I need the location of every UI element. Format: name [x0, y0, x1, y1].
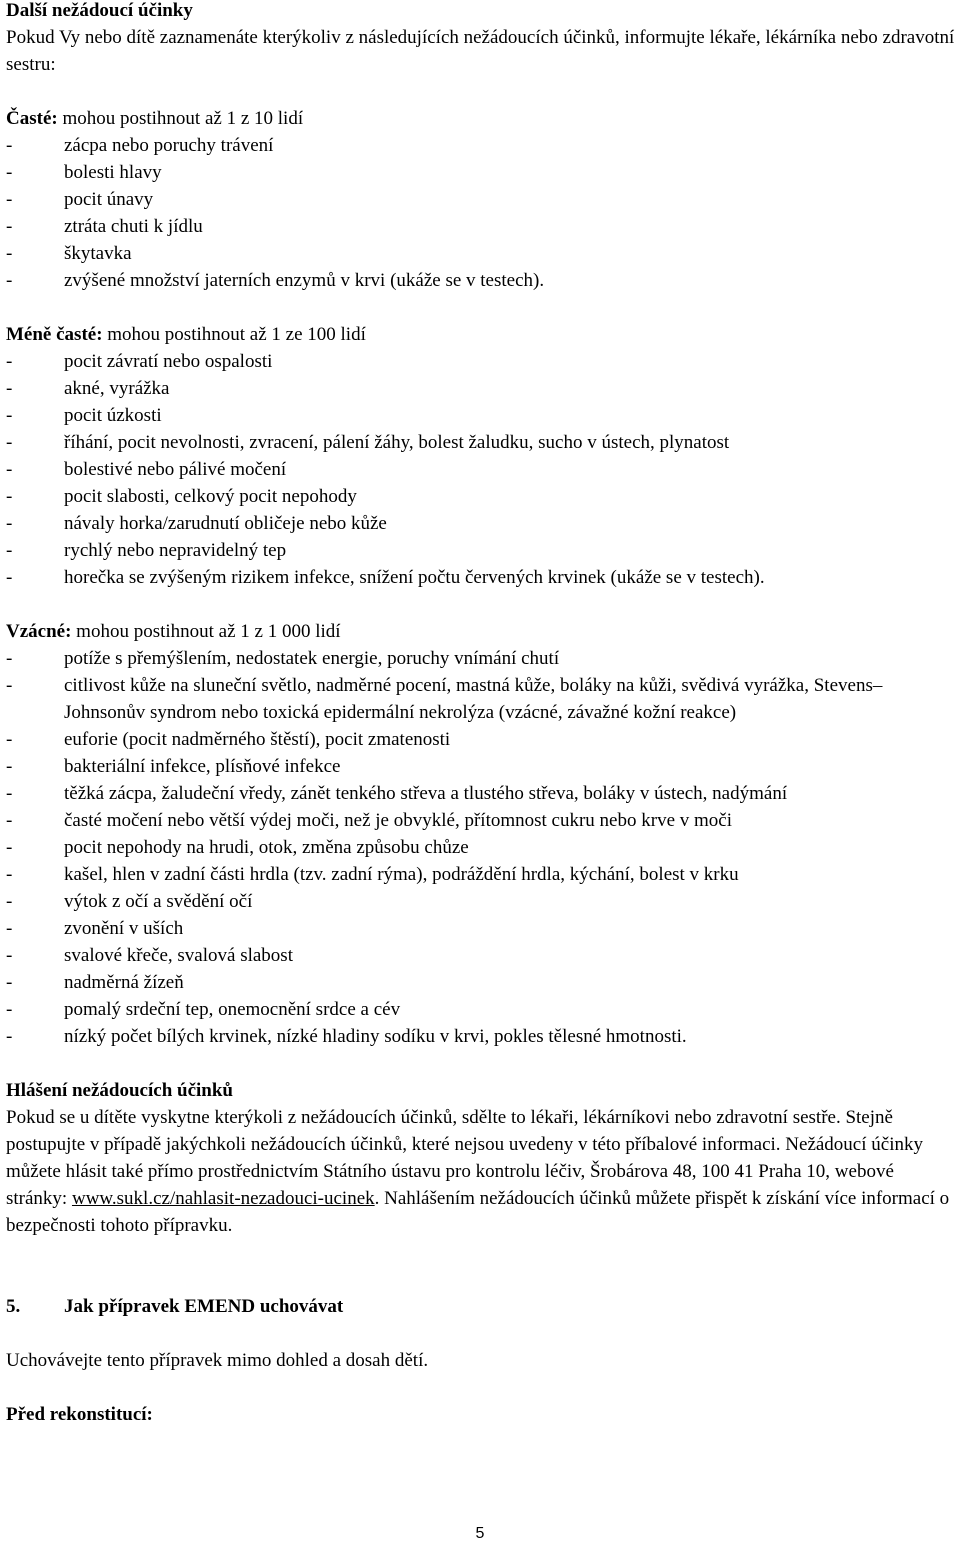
- reporting-paragraph: [6, 1104, 956, 1239]
- list-item-text: nadměrná žízeň: [64, 972, 184, 993]
- list-dash: -: [6, 864, 13, 885]
- reporting-title: Hlášení nežádoucích účinků: [6, 1080, 233, 1101]
- list-item: [6, 429, 956, 456]
- common-text: mohou postihnout až 1 z 10 lidí: [57, 108, 304, 129]
- list-item-text: svalové křeče, svalová slabost: [64, 945, 293, 966]
- list-item-text: pocit úzkosti: [64, 405, 162, 426]
- list-dash: -: [6, 891, 13, 912]
- list-item: [6, 969, 956, 996]
- list-dash: -: [6, 216, 13, 237]
- common-list: [6, 132, 956, 294]
- list-item: [6, 132, 956, 159]
- section-5-title: Jak přípravek EMEND uchovávat: [64, 1296, 344, 1317]
- list-dash: -: [6, 513, 13, 534]
- list-item-text: zvonění v uších: [64, 918, 184, 939]
- list-item-text: pocit únavy: [64, 189, 154, 210]
- uncommon-label: Méně časté:: [6, 324, 103, 345]
- list-item: [6, 915, 956, 942]
- rare-text: mohou postihnout až 1 z 1 000 lidí: [71, 621, 341, 642]
- list-dash: -: [6, 675, 13, 696]
- list-item: [6, 213, 956, 240]
- list-item: [6, 645, 956, 672]
- uncommon-frequency-line: [6, 321, 956, 348]
- list-dash: -: [6, 999, 13, 1020]
- list-item: [6, 186, 956, 213]
- list-dash: -: [6, 567, 13, 588]
- list-item: [6, 753, 956, 780]
- list-item: [6, 510, 956, 537]
- list-item: [6, 267, 956, 294]
- rare-label: Vzácné:: [6, 621, 72, 642]
- list-item: [6, 240, 956, 267]
- list-item: [6, 375, 956, 402]
- list-item-text: horečka se zvýšeným rizikem infekce, snížení počtu červených krvinek (ukáže se v testech).: [64, 567, 765, 588]
- common-frequency-line: [6, 105, 956, 132]
- list-item-text: říhání, pocit nevolnosti, zvracení, pálení žáhy, bolest žaludku, sucho v ústech, plynatost: [64, 432, 730, 453]
- list-item-text: výtok z očí a svědění očí: [64, 891, 253, 912]
- common-label: Časté:: [6, 108, 58, 129]
- list-item-text: zvýšené množství jaterních enzymů v krvi (ukáže se v testech).: [64, 270, 545, 291]
- side-effects-intro: Pokud Vy nebo dítě zaznamenáte kterýkoliv z následujících nežádoucích účinků, informujte lékaře, lékárníka nebo zdravotní sestru:: [6, 27, 955, 75]
- before-reconstitution-heading: Před rekonstitucí:: [6, 1404, 153, 1425]
- rare-list: [6, 645, 956, 1050]
- list-item: [6, 861, 956, 888]
- list-item-text: pocit závratí nebo ospalosti: [64, 351, 273, 372]
- reporting-text-before-link: Pokud se u dítěte vyskytne kterýkoli z nežádoucích účinků, sdělte to lékaři, lékárníkovi nebo zdravotní sestře. Stejně postupujte v případě jakýchkoli nežádoucích účinků, které nejsou uvedeny v této příbalové informaci. Nežádoucí účinky můžete hlásit také přímo prostřednictvím Státního ústavu pro kontrolu léčiv, Šrobárova 48, 100 41 Praha 10, webové stránky:: [6, 1107, 923, 1209]
- list-item: [6, 888, 956, 915]
- list-item: [6, 537, 956, 564]
- list-item: [6, 834, 956, 861]
- list-item-text: časté močení nebo větší výdej moči, než je obvyklé, přítomnost cukru nebo krve v moči: [64, 810, 732, 831]
- list-dash: -: [6, 648, 13, 669]
- list-dash: -: [6, 918, 13, 939]
- list-dash: -: [6, 945, 13, 966]
- list-dash: -: [6, 378, 13, 399]
- list-item-text: pocit nepohody na hrudi, otok, změna způsobu chůze: [64, 837, 469, 858]
- side-effects-title: Další nežádoucí účinky: [6, 0, 193, 21]
- list-item-text: bolestivé nebo pálivé močení: [64, 459, 287, 480]
- list-dash: -: [6, 540, 13, 561]
- list-item: [6, 942, 956, 969]
- list-dash: -: [6, 351, 13, 372]
- list-item: [6, 672, 956, 726]
- list-item: [6, 996, 956, 1023]
- section-5-number: 5.: [6, 1296, 21, 1317]
- list-item: [6, 483, 956, 510]
- list-item-text: zácpa nebo poruchy trávení: [64, 135, 274, 156]
- page-number: 5: [475, 1525, 485, 1542]
- list-dash: -: [6, 432, 13, 453]
- list-dash: -: [6, 756, 13, 777]
- list-dash: -: [6, 162, 13, 183]
- list-dash: -: [6, 189, 13, 210]
- list-item-text: nízký počet bílých krvinek, nízké hladiny sodíku v krvi, pokles tělesné hmotnosti.: [64, 1026, 687, 1047]
- list-dash: -: [6, 135, 13, 156]
- list-dash: -: [6, 783, 13, 804]
- list-item-text: pomalý srdeční tep, onemocnění srdce a cév: [64, 999, 401, 1020]
- list-item: [6, 1023, 956, 1050]
- list-dash: -: [6, 837, 13, 858]
- list-item: [6, 348, 956, 375]
- list-dash: -: [6, 405, 13, 426]
- uncommon-list: [6, 348, 956, 591]
- list-item-text: rychlý nebo nepravidelný tep: [64, 540, 287, 561]
- list-item-text: bolesti hlavy: [64, 162, 162, 183]
- list-item-text: akné, vyrážka: [64, 378, 170, 399]
- list-item: [6, 780, 956, 807]
- list-item: [6, 402, 956, 429]
- storage-text: Uchovávejte tento přípravek mimo dohled a dosah dětí.: [6, 1350, 429, 1371]
- document-page: [6, 0, 956, 1428]
- list-dash: -: [6, 486, 13, 507]
- list-dash: -: [6, 459, 13, 480]
- list-dash: -: [6, 729, 13, 750]
- uncommon-text: mohou postihnout až 1 ze 100 lidí: [102, 324, 366, 345]
- list-item-text: těžká zácpa, žaludeční vředy, zánět tenkého střeva a tlustého střeva, boláky v ústech, nadýmání: [64, 783, 788, 804]
- list-item-text: pocit slabosti, celkový pocit nepohody: [64, 486, 357, 507]
- list-item-text: bakteriální infekce, plísňové infekce: [64, 756, 341, 777]
- list-item-text: citlivost kůže na sluneční světlo, nadměrné pocení, mastná kůže, boláky na kůži, svědivá vyrážka, Stevens–Johnsonův syndrom nebo toxická epidermální nekrolýza (vzácné, závažné kožní reakce): [64, 675, 883, 723]
- section-5-heading: [6, 1293, 956, 1320]
- sukl-reporting-link[interactable]: www.sukl.cz/nahlasit-nezadouci-ucinek: [71, 1188, 375, 1209]
- list-item-text: euforie (pocit nadměrného štěstí), pocit zmatenosti: [64, 729, 451, 750]
- reporting-text-after-link: . Nahlášením nežádoucích účinků můžete přispět k získání více informací o bezpečnosti tohoto přípravku.: [6, 1188, 950, 1236]
- list-item: [6, 726, 956, 753]
- list-dash: -: [6, 243, 13, 264]
- list-item-text: potíže s přemýšlením, nedostatek energie, poruchy vnímání chutí: [64, 648, 560, 669]
- list-dash: -: [6, 972, 13, 993]
- list-item: [6, 456, 956, 483]
- list-item-text: kašel, hlen v zadní části hrdla (tzv. zadní rýma), podráždění hrdla, kýchání, bolest v krku: [64, 864, 739, 885]
- list-item-text: ztráta chuti k jídlu: [64, 216, 203, 237]
- list-item: [6, 564, 956, 591]
- list-dash: -: [6, 810, 13, 831]
- list-item: [6, 807, 956, 834]
- list-dash: -: [6, 1026, 13, 1047]
- rare-frequency-line: [6, 618, 956, 645]
- list-item-text: návaly horka/zarudnutí obličeje nebo kůže: [64, 513, 387, 534]
- list-item-text: škytavka: [64, 243, 132, 264]
- list-item: [6, 159, 956, 186]
- list-dash: -: [6, 270, 13, 291]
